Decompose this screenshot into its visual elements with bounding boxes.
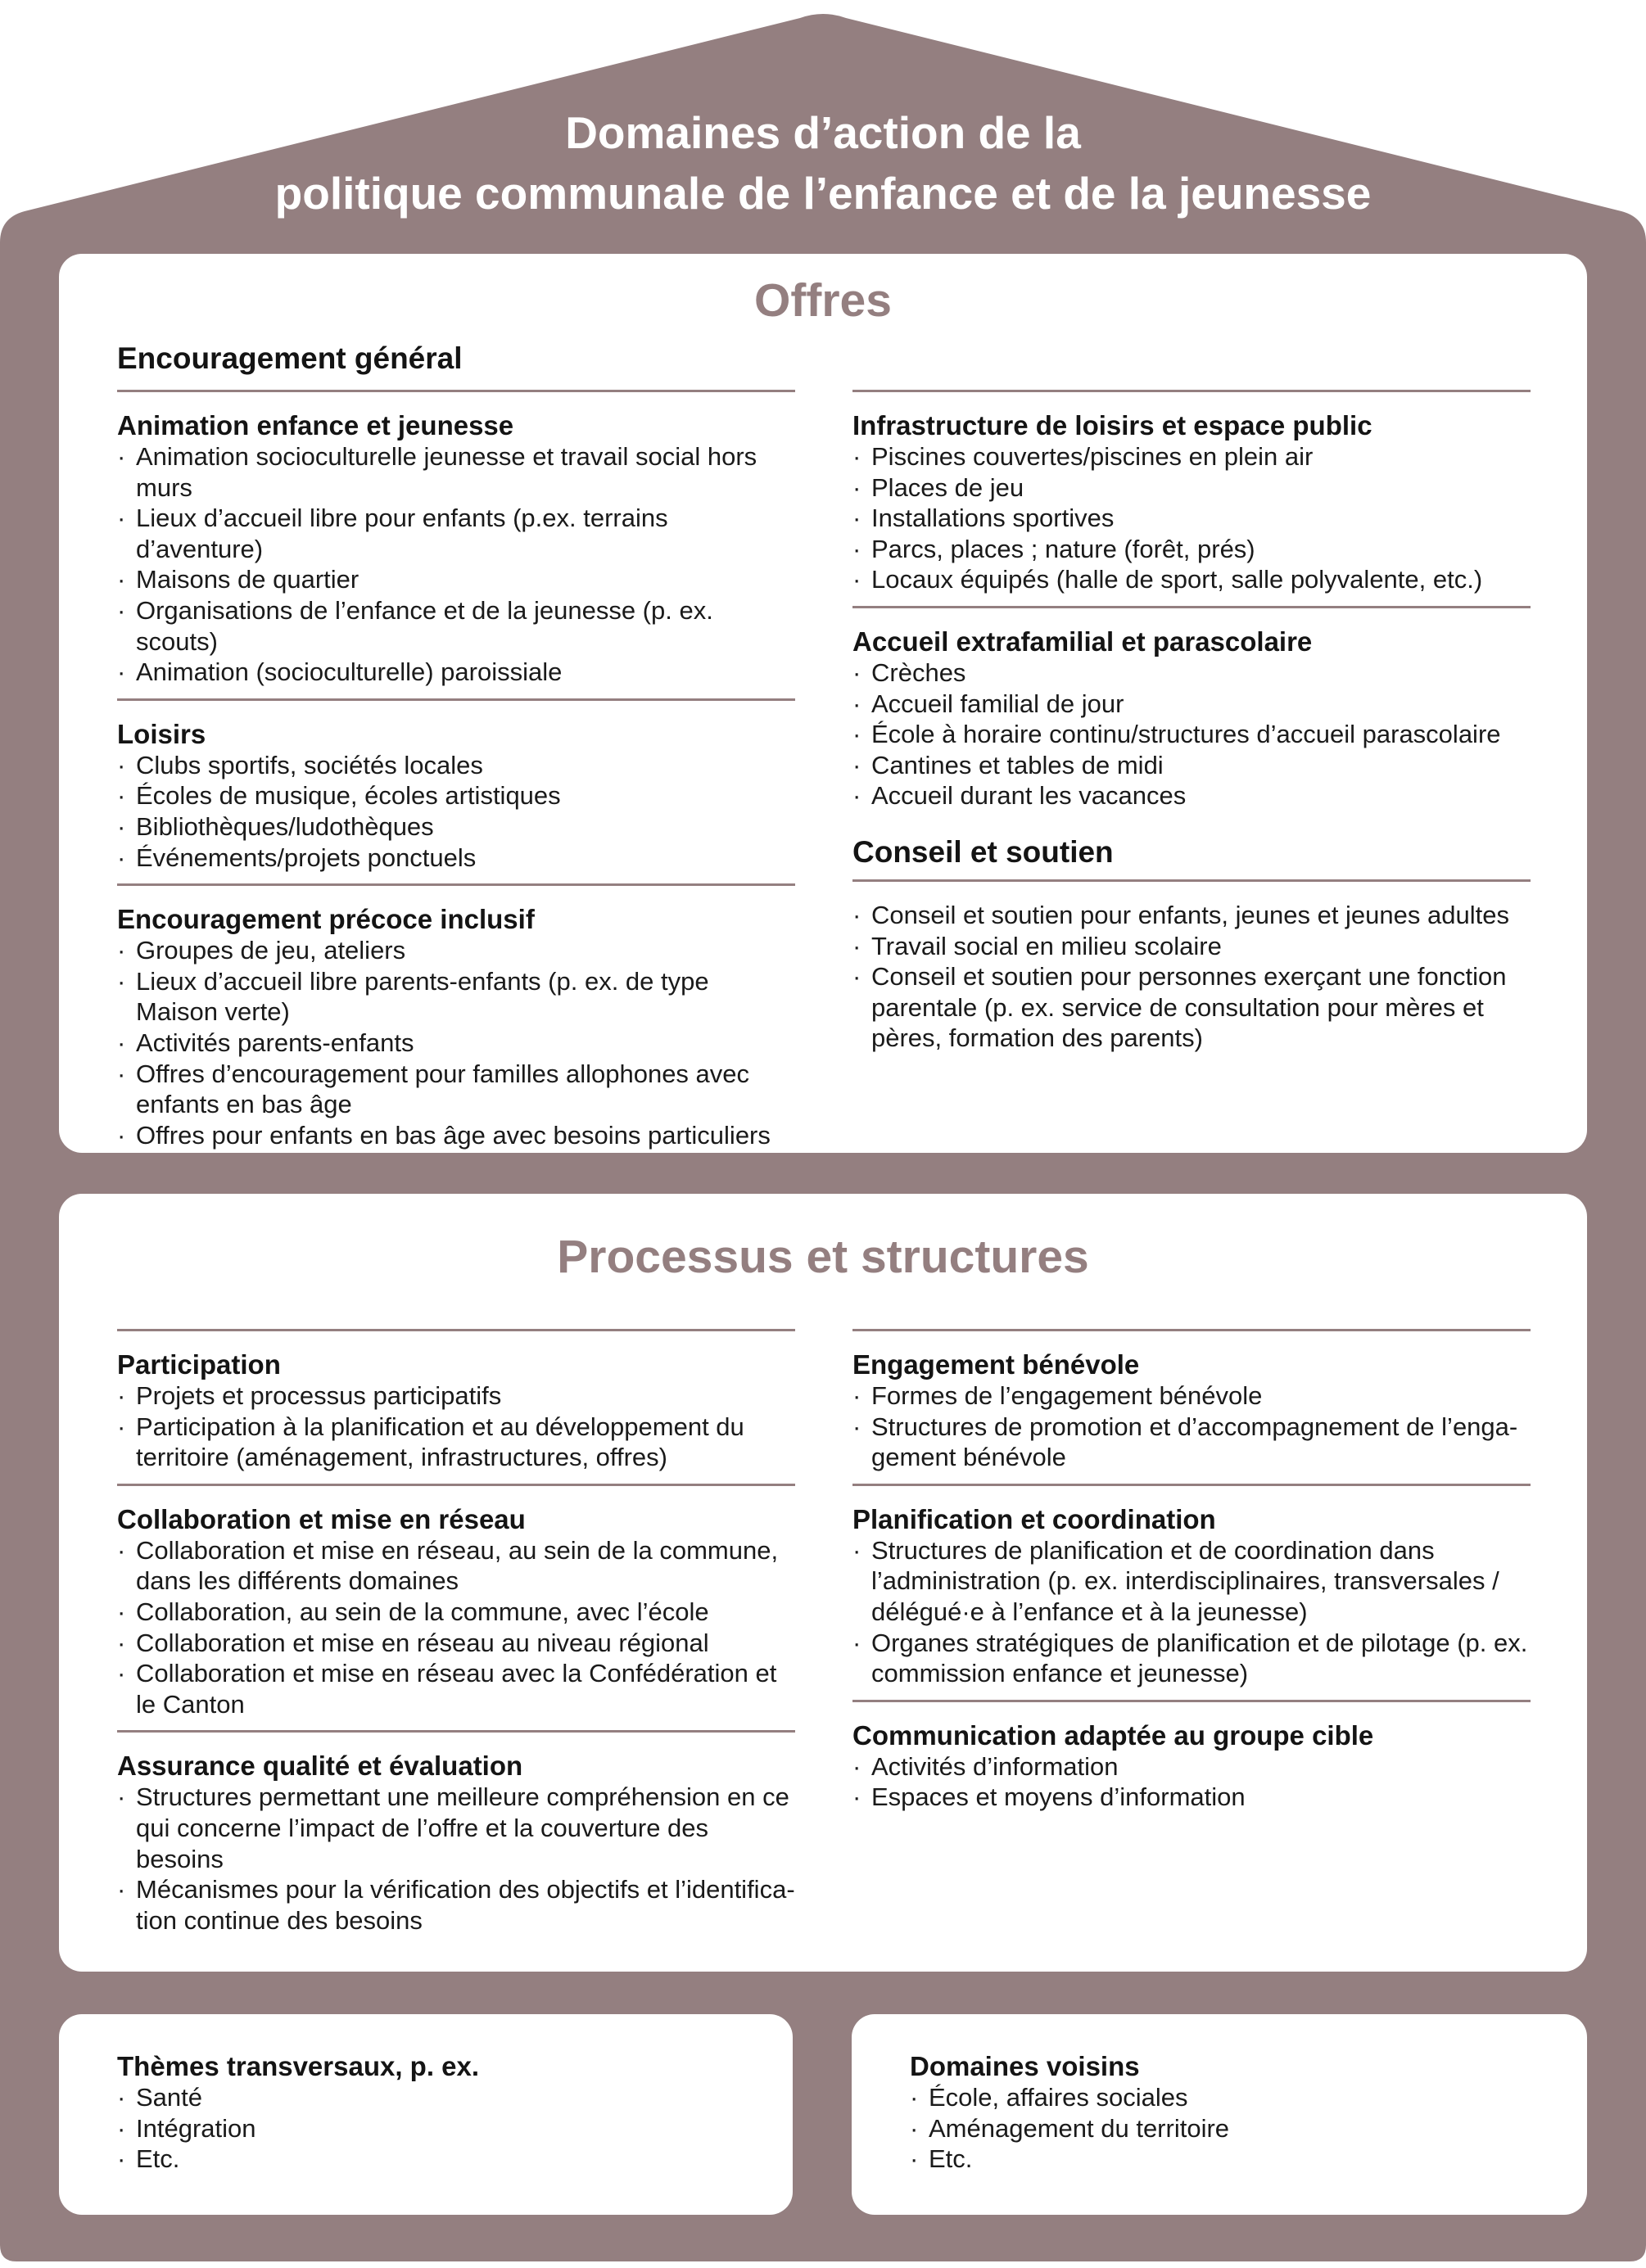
item-list	[117, 1782, 795, 1936]
item-list	[117, 1535, 795, 1720]
item-list	[117, 1380, 795, 1473]
divider	[852, 606, 1531, 608]
list-item: · Événements/projets ponctuels	[117, 843, 795, 874]
group-engagement	[852, 1349, 1531, 1473]
offres-right-column	[852, 341, 1531, 1054]
list-item: · Animation (socioculturelle) paroissiale	[117, 657, 795, 688]
offres-title: Offres	[754, 274, 892, 327]
divider	[117, 1329, 795, 1331]
divider	[852, 390, 1531, 392]
list-item: · Offres d’encouragement pour familles allophones avec enfants en bas âge	[117, 1059, 795, 1120]
list-item: · Piscines couvertes/piscines en plein air	[852, 441, 1531, 472]
list-item: · Activités parents-enfants	[117, 1028, 795, 1059]
list-item: · École, affaires sociales	[910, 2082, 1549, 2113]
list-item: · Structures de promotion et d’accompagnement de l’enga-gement bénévole	[852, 1412, 1531, 1473]
divider	[852, 1484, 1531, 1486]
divider	[117, 698, 795, 701]
list-item: · Participation à la planification et au développement du territoire (aménagement, infrastructures, offres)	[117, 1412, 795, 1473]
processus-panel	[59, 1194, 1587, 1972]
group-heading: Communication adaptée au groupe cible	[852, 1719, 1374, 1751]
list-item: · Accueil durant les vacances	[852, 780, 1531, 811]
divider	[852, 879, 1531, 882]
group-heading: Infrastructure de loisirs et espace public	[852, 410, 1372, 440]
item-list	[117, 750, 795, 873]
processus-left-column	[117, 1329, 795, 1936]
list-item: · Conseil et soutien pour enfants, jeunes et jeunes adultes	[852, 900, 1531, 931]
list-item: · Organisations de l’enfance et de la jeunesse (p. ex. scouts)	[117, 595, 795, 657]
group-heading: Assurance qualité et évaluation	[117, 1751, 523, 1782]
list-item: · Santé	[117, 2082, 756, 2113]
list-item: · Aménagement du territoire	[910, 2113, 1549, 2144]
list-item: · Travail social en milieu scolaire	[852, 931, 1531, 962]
list-item: · Conseil et soutien pour personnes exerçant une fonction parentale (p. ex. service de consultation pour mères et pères, formation des parents)	[852, 961, 1531, 1054]
divider	[117, 390, 795, 392]
group-heading: Planification et coordination	[852, 1503, 1216, 1534]
group-loisirs	[117, 719, 795, 873]
list-item: · Installations sportives	[852, 503, 1531, 534]
list-item: · Lieux d’accueil libre pour enfants (p.ex. terrains d’aventure)	[117, 503, 795, 564]
voisins-content	[910, 2051, 1549, 2175]
item-list	[117, 441, 795, 688]
item-list	[117, 935, 795, 1150]
group-heading: Thèmes transversaux, p. ex.	[117, 2051, 480, 2081]
main-title-line2: politique communale de l’enfance et de la jeunesse	[274, 168, 1372, 219]
main-title	[0, 102, 1646, 224]
list-item: · Cantines et tables de midi	[852, 750, 1531, 781]
list-item: · Bibliothèques/ludothèques	[117, 811, 795, 843]
group-assurance-qualite	[117, 1751, 795, 1936]
list-item: · Écoles de musique, écoles artistiques	[117, 780, 795, 811]
list-item: · Maisons de quartier	[117, 564, 795, 595]
themes-content	[117, 2051, 756, 2175]
list-item: · École à horaire continu/structures d’accueil parascolaire	[852, 719, 1531, 750]
list-item: · Etc.	[117, 2144, 756, 2175]
group-heading: Participation	[117, 1349, 281, 1380]
domaines-voisins-panel	[852, 2014, 1587, 2215]
divider	[852, 1329, 1531, 1331]
list-item: · Etc.	[910, 2144, 1549, 2175]
encouragement-general-heading: Encouragement général	[117, 341, 463, 375]
group-infrastructure	[852, 410, 1531, 595]
list-item: · Structures de planification et de coordination dans l’administration (p. ex. interdisciplinaires, transversales / délégué·e à l’enfance et à la jeunesse)	[852, 1535, 1531, 1628]
list-item: · Collaboration et mise en réseau avec la Confédération et le Canton	[117, 1658, 795, 1719]
list-item: · Offres pour enfants en bas âge avec besoins particuliers	[117, 1120, 795, 1151]
processus-right-column	[852, 1329, 1531, 1813]
list-item: · Lieux d’accueil libre parents-enfants (p. ex. de type Maison verte)	[117, 966, 795, 1028]
list-item: · Collaboration et mise en réseau, au sein de la commune, dans les différents domaines	[117, 1535, 795, 1597]
group-collaboration	[117, 1504, 795, 1720]
list-item: · Clubs sportifs, sociétés locales	[117, 750, 795, 781]
group-heading: Engagement bénévole	[852, 1349, 1140, 1380]
item-list	[117, 2082, 756, 2175]
list-item: · Places de jeu	[852, 472, 1531, 504]
group-animation	[117, 410, 795, 688]
divider	[117, 1730, 795, 1733]
list-item: · Animation socioculturelle jeunesse et travail social hors murs	[117, 441, 795, 503]
list-item: · Structures permettant une meilleure compréhension en ce qui concerne l’impact de l’offre et la couverture des besoins	[117, 1782, 795, 1874]
group-heading: Accueil extrafamilial et parascolaire	[852, 626, 1313, 657]
group-participation	[117, 1349, 795, 1473]
list-item: · Activités d’information	[852, 1751, 1531, 1782]
themes-transversaux-panel	[59, 2014, 793, 2215]
group-heading: Loisirs	[117, 718, 206, 749]
list-item: · Crèches	[852, 657, 1531, 689]
item-list	[852, 657, 1531, 811]
group-heading: Animation enfance et jeunesse	[117, 410, 514, 440]
processus-title: Processus et structures	[557, 1231, 1089, 1283]
list-item: · Projets et processus participatifs	[117, 1380, 795, 1412]
list-item: · Groupes de jeu, ateliers	[117, 935, 795, 966]
divider	[117, 1484, 795, 1486]
group-heading: Collaboration et mise en réseau	[117, 1503, 526, 1534]
divider	[852, 1700, 1531, 1702]
item-list	[852, 1380, 1531, 1473]
main-title-line1: Domaines d’action de la	[565, 107, 1081, 158]
list-item: · Formes de l’engagement bénévole	[852, 1380, 1531, 1412]
conseil-soutien-heading: Conseil et soutien	[852, 834, 1114, 869]
list-item: · Locaux équipés (halle de sport, salle polyvalente, etc.)	[852, 564, 1531, 595]
list-item: · Accueil familial de jour	[852, 689, 1531, 720]
list-item: · Espaces et moyens d’information	[852, 1782, 1531, 1813]
group-accueil	[852, 626, 1531, 811]
list-item: · Mécanismes pour la vérification des objectifs et l’identifica-tion continue des besoins	[117, 1874, 795, 1936]
list-item: · Organes stratégiques de planification et de pilotage (p. ex. commission enfance et jeunesse)	[852, 1628, 1531, 1689]
group-heading: Encouragement précoce inclusif	[117, 904, 535, 935]
offres-panel	[59, 254, 1587, 1153]
item-list	[852, 1535, 1531, 1689]
group-communication	[852, 1720, 1531, 1813]
group-heading: Domaines voisins	[910, 2051, 1140, 2081]
divider	[117, 883, 795, 886]
list-item: · Collaboration, au sein de la commune, avec l’école	[117, 1597, 795, 1628]
item-list	[852, 441, 1531, 595]
item-list	[910, 2082, 1549, 2175]
list-item: · Collaboration et mise en réseau au niveau régional	[117, 1628, 795, 1659]
item-list	[852, 1751, 1531, 1813]
item-list	[852, 900, 1531, 1054]
list-item: · Parcs, places ; nature (forêt, prés)	[852, 534, 1531, 565]
group-planification	[852, 1504, 1531, 1689]
group-encouragement-precoce	[117, 904, 795, 1150]
offres-left-column	[117, 341, 795, 1150]
list-item: · Intégration	[117, 2113, 756, 2144]
